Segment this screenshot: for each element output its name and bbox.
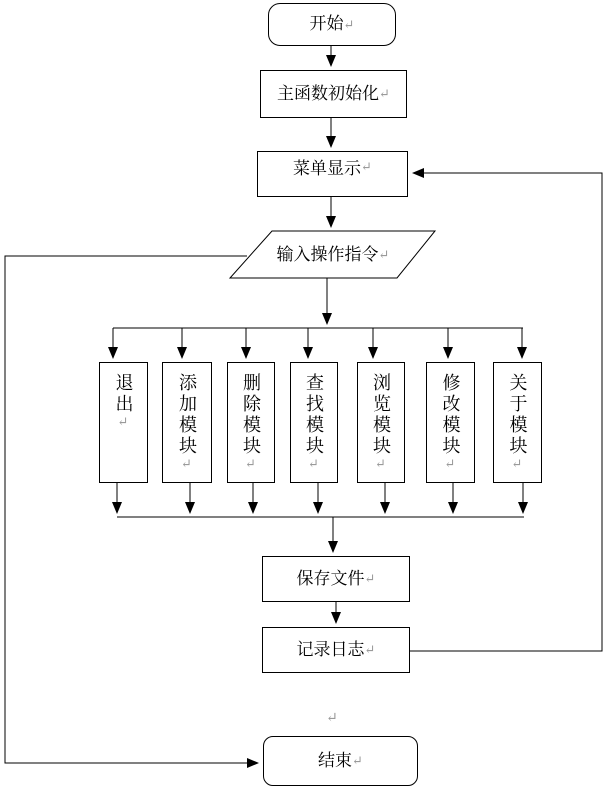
- node-input: [240, 238, 426, 272]
- node-init: [260, 70, 407, 118]
- return-mark-icon: ↵: [343, 16, 355, 32]
- node-module-browse-label: 浏览模块: [371, 373, 391, 457]
- return-mark-icon: ↵: [180, 457, 195, 472]
- return-mark-icon: ↵: [364, 642, 376, 658]
- node-module-delete: [227, 362, 275, 483]
- node-log: [262, 627, 410, 673]
- node-end: [263, 736, 418, 786]
- node-save: [262, 556, 410, 602]
- return-mark-icon: ↵: [116, 415, 132, 430]
- node-module-find: [290, 362, 338, 483]
- node-menu: [257, 151, 408, 197]
- node-menu-label: 菜单显示: [293, 159, 362, 178]
- return-mark-icon: ↵: [510, 457, 526, 472]
- return-mark-icon: ↵: [443, 457, 459, 472]
- node-module-modify: [426, 362, 475, 483]
- node-module-browse: [357, 362, 405, 483]
- node-module-delete-label: 删除模块: [241, 373, 261, 457]
- node-start-label: 开始: [309, 14, 344, 34]
- edge-input-end: [5, 256, 258, 763]
- node-start: [268, 3, 396, 46]
- node-module-exit-label: 退出: [113, 373, 134, 415]
- node-log-label: 记录日志: [296, 639, 365, 659]
- node-module-find-label: 查找模块: [304, 373, 324, 457]
- node-module-about-label: 关于模块: [507, 373, 528, 457]
- return-mark-icon: ↵: [307, 457, 322, 472]
- return-mark-icon: ↵: [364, 571, 376, 587]
- node-end-label: 结束: [318, 750, 353, 770]
- node-module-add-label: 添加模块: [177, 373, 197, 457]
- return-mark-icon: ↵: [361, 159, 372, 174]
- node-module-about: [493, 362, 542, 483]
- node-module-modify-label: 修改模块: [440, 373, 461, 457]
- node-input-label: 输入操作指令: [276, 244, 379, 264]
- node-module-add: [162, 362, 212, 483]
- return-mark-icon: ↵: [374, 457, 389, 472]
- node-save-label: 保存文件: [296, 568, 365, 588]
- node-init-label: 主函数初始化: [277, 83, 380, 103]
- return-mark-icon: ↵: [244, 457, 259, 472]
- node-module-exit: [99, 362, 148, 483]
- return-mark-icon: ↵: [379, 86, 390, 102]
- return-mark-icon: ↵: [326, 711, 338, 726]
- return-mark-icon: ↵: [352, 753, 363, 769]
- return-mark-icon: ↵: [378, 247, 390, 263]
